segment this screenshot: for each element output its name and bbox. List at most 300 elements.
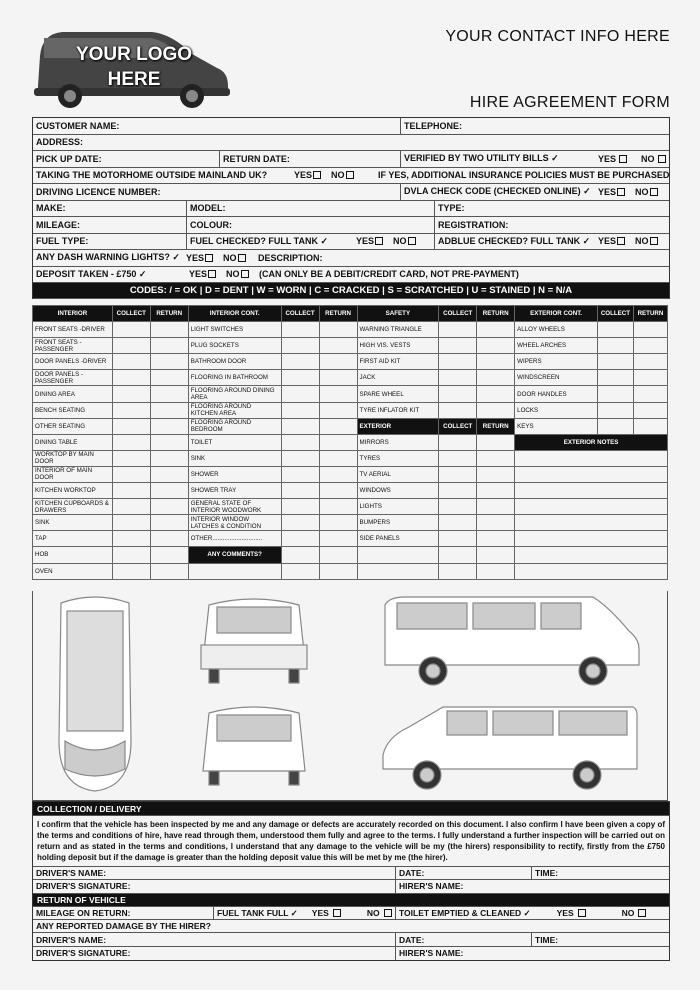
column-header: SAFETY <box>357 306 439 322</box>
confirmation-text: I confirm that the vehicle has been inspected by me and any damage or defects are accurately recorded on this document. I also confirm I have been given a copy of the terms and conditions of hire, have read through them, understood them fully and agree to the terms. I fully understand a further inspection will be carried out on return and as stated in the terms and conditions, I understand that any damage to the vehicle will be my (the hirers) responsibility to rectify, firstly from the £750 holding deposit but if the damage is greater than the holding deposit value this will be met by me (the hirer). <box>33 816 669 867</box>
fuel-tank-group <box>213 907 395 919</box>
vehicle-damage-diagram[interactable] <box>32 591 668 801</box>
yes-checkbox[interactable] <box>333 909 341 917</box>
form-row <box>33 933 669 946</box>
no-label: NO <box>635 186 649 197</box>
empty-cell <box>439 563 477 579</box>
description-field[interactable]: DESCRIPTION: <box>258 252 323 263</box>
collect-cell[interactable] <box>439 370 477 386</box>
hirers-name-field[interactable]: HIRER'S NAME: <box>395 947 669 960</box>
column-header: INTERIOR CONT. <box>188 306 281 322</box>
form-row <box>33 234 669 251</box>
exterior-notes-area[interactable] <box>515 499 668 515</box>
interior-item-label: BENCH SEATING <box>33 402 113 418</box>
empty-cell <box>477 563 515 579</box>
collect-cell[interactable] <box>597 386 633 402</box>
return-cell[interactable] <box>477 386 515 402</box>
empty-cell <box>357 547 439 563</box>
return-cell[interactable] <box>633 418 667 434</box>
interior-cont-item-label: OTHER............................. <box>188 531 281 547</box>
no-checkbox[interactable] <box>658 155 666 163</box>
logo-line-2: HERE <box>107 69 161 90</box>
date-field[interactable]: DATE: <box>395 867 531 879</box>
return-cell[interactable] <box>477 338 515 354</box>
safety-item-label: SIDE PANELS <box>357 531 439 547</box>
collect-cell[interactable] <box>112 450 150 466</box>
collect-cell[interactable] <box>597 418 633 434</box>
checklist-row <box>33 338 668 354</box>
collect-cell[interactable] <box>439 386 477 402</box>
return-cell[interactable] <box>319 466 357 482</box>
return-cell[interactable] <box>319 386 357 402</box>
return-cell[interactable] <box>150 499 188 515</box>
fuel-tank-full-label: FUEL TANK FULL ✓ <box>217 907 298 918</box>
return-cell[interactable] <box>150 338 188 354</box>
interior-cont-item-label: TOILET <box>188 434 281 450</box>
interior-cont-item-label: INTERIOR WINDOW LATCHES & CONDITION <box>188 515 281 531</box>
no-label: NO <box>226 269 240 280</box>
return-cell[interactable] <box>477 370 515 386</box>
yes-checkbox[interactable] <box>578 909 586 917</box>
safety-item-label: FIRST AID KIT <box>357 354 439 370</box>
collect-cell[interactable] <box>112 547 150 563</box>
safety-item-label: TV AERIAL <box>357 466 439 482</box>
column-header: INTERIOR <box>33 306 113 322</box>
no-label: NO <box>641 153 655 164</box>
return-cell[interactable] <box>319 402 357 418</box>
return-cell[interactable] <box>477 499 515 515</box>
collect-cell[interactable] <box>439 354 477 370</box>
interior-item-label: DINING TABLE <box>33 434 113 450</box>
registration-field[interactable]: REGISTRATION: <box>434 217 669 233</box>
collect-cell[interactable] <box>281 402 319 418</box>
form-row <box>33 267 669 284</box>
reported-damage-field[interactable]: ANY REPORTED DAMAGE BY THE HIRER? <box>36 921 211 932</box>
empty-cell <box>477 547 515 563</box>
return-cell[interactable] <box>319 547 357 563</box>
checklist-row <box>33 563 668 579</box>
exterior-cont-item-label: LOCKS <box>515 402 598 418</box>
interior-cont-item-label: FLOORING AROUND KITCHEN AREA <box>188 402 281 418</box>
collect-cell[interactable] <box>439 434 477 450</box>
return-cell[interactable] <box>633 322 667 338</box>
no-checkbox[interactable] <box>638 909 646 917</box>
exterior-notes-area[interactable] <box>515 547 668 563</box>
safety-item-label: WARNING TRIANGLE <box>357 322 439 338</box>
return-cell[interactable] <box>477 450 515 466</box>
return-cell[interactable] <box>319 515 357 531</box>
collect-cell[interactable] <box>112 483 150 499</box>
interior-cont-item-label: SHOWER <box>188 466 281 482</box>
collect-cell[interactable] <box>281 386 319 402</box>
return-date-field[interactable]: RETURN DATE: <box>219 151 400 167</box>
yes-no-group <box>291 168 376 184</box>
exterior-cont-item-label: DOOR HANDLES <box>515 386 598 402</box>
logo-line-1: YOUR LOGO <box>75 44 193 65</box>
column-header: RETURN <box>633 306 667 322</box>
van-outline-diagram <box>33 591 667 799</box>
yes-checkbox[interactable] <box>375 237 383 245</box>
no-label: NO <box>621 908 635 919</box>
no-label: NO <box>223 252 237 263</box>
exterior-cont-item-label: WHEEL ARCHES <box>515 338 598 354</box>
interior-item-label: TAP <box>33 531 113 547</box>
collect-cell[interactable] <box>597 354 633 370</box>
collect-cell[interactable] <box>281 499 319 515</box>
collect-cell[interactable] <box>112 370 150 386</box>
deposit-note: (CAN ONLY BE A DEBIT/CREDIT CARD, NOT PRE-PAYMENT) <box>259 269 519 280</box>
checklist-row <box>33 547 668 563</box>
exterior-cont-item-label: ALLOY WHEELS <box>515 322 598 338</box>
taking-outside-label: TAKING THE MOTORHOME OUTSIDE MAINLAND UK? <box>36 170 268 181</box>
collect-cell[interactable] <box>112 434 150 450</box>
return-cell[interactable] <box>319 322 357 338</box>
toilet-group <box>395 907 669 919</box>
no-label: NO <box>366 908 380 919</box>
yes-label: YES <box>598 186 617 197</box>
column-header: RETURN <box>150 306 188 322</box>
return-cell[interactable] <box>319 418 357 434</box>
collect-cell[interactable] <box>281 483 319 499</box>
return-cell[interactable] <box>150 418 188 434</box>
checklist-row <box>33 483 668 499</box>
collect-cell[interactable] <box>281 434 319 450</box>
time-field[interactable]: TIME: <box>531 867 669 879</box>
form-row <box>33 135 669 152</box>
exterior-header: EXTERIOR <box>357 418 439 434</box>
contact-info: YOUR CONTACT INFO HERE <box>445 28 670 45</box>
collect-cell[interactable] <box>112 338 150 354</box>
interior-item-label: HOB <box>33 547 113 563</box>
mileage-field[interactable]: MILEAGE: <box>36 219 80 230</box>
safety-item-label: WINDOWS <box>357 483 439 499</box>
interior-item-label: INTERIOR OF MAIN DOOR <box>33 466 113 482</box>
dvla-label: DVLA CHECK CODE (CHECKED ONLINE) ✓ <box>400 184 595 200</box>
return-cell[interactable] <box>477 434 515 450</box>
return-cell[interactable] <box>150 354 188 370</box>
yes-no-group <box>595 151 669 167</box>
interior-cont-item-label: BATHROOM DOOR <box>188 354 281 370</box>
return-cell[interactable] <box>633 386 667 402</box>
yes-label: YES <box>556 908 574 919</box>
checklist-row <box>33 515 668 531</box>
telephone-field[interactable]: TELEPHONE: <box>400 118 669 134</box>
collect-cell[interactable] <box>439 483 477 499</box>
collect-cell[interactable] <box>281 563 319 579</box>
form-title: HIRE AGREEMENT FORM <box>469 94 670 111</box>
collect-cell[interactable] <box>281 418 319 434</box>
collect-cell[interactable] <box>112 354 150 370</box>
collection-title: COLLECTION / DELIVERY <box>33 802 669 816</box>
collect-cell[interactable] <box>439 322 477 338</box>
checklist-row <box>33 386 668 402</box>
exterior-cont-item-label: WIPERS <box>515 354 598 370</box>
licence-field[interactable]: DRIVING LICENCE NUMBER: <box>36 186 161 197</box>
codes-legend: CODES: / = OK | D = DENT | W = WORN | C = CRACKED | S = SCRATCHED | U = STAINED | N = N/A <box>33 283 669 299</box>
return-cell[interactable] <box>633 402 667 418</box>
form-row <box>33 168 669 185</box>
pick-up-date-field[interactable]: PICK UP DATE: <box>36 153 102 164</box>
interior-cont-item-label <box>188 563 281 579</box>
safety-item-label: MIRRORS <box>357 434 439 450</box>
collect-cell[interactable] <box>281 354 319 370</box>
customer-name-field[interactable]: CUSTOMER NAME: <box>36 120 120 131</box>
no-checkbox[interactable] <box>650 188 658 196</box>
return-cell[interactable] <box>319 338 357 354</box>
date-field[interactable]: DATE: <box>395 933 531 945</box>
collect-cell[interactable] <box>439 466 477 482</box>
collect-cell[interactable] <box>439 531 477 547</box>
interior-item-label: SINK <box>33 515 113 531</box>
form-row <box>33 217 669 234</box>
checklist-row <box>33 450 668 466</box>
column-header: EXTERIOR CONT. <box>515 306 598 322</box>
inspection-checklist <box>32 305 668 580</box>
no-checkbox[interactable] <box>650 237 658 245</box>
yes-no-group <box>595 184 669 200</box>
exterior-notes-header: EXTERIOR NOTES <box>515 434 668 450</box>
checklist-header-row <box>33 306 668 322</box>
interior-item-label: FRONT SEATS - PASSENGER <box>33 338 113 354</box>
yes-label: YES <box>186 252 205 263</box>
exterior-notes-area[interactable] <box>515 483 668 499</box>
return-cell[interactable] <box>150 563 188 579</box>
interior-item-label: FRONT SEATS -DRIVER <box>33 322 113 338</box>
form-row <box>33 184 669 201</box>
interior-cont-item-label: FLOORING AROUND BEDROOM <box>188 418 281 434</box>
deposit-label: DEPOSIT TAKEN - £750 ✓ <box>36 268 147 279</box>
drivers-name-field[interactable]: DRIVER'S NAME: <box>36 868 107 879</box>
form-row <box>33 947 669 960</box>
collect-cell[interactable] <box>281 547 319 563</box>
checklist-row <box>33 418 668 434</box>
exterior-notes-area[interactable] <box>515 515 668 531</box>
no-label: NO <box>635 236 649 247</box>
safety-item-label: JACK <box>357 370 439 386</box>
return-cell[interactable] <box>150 386 188 402</box>
empty-cell <box>357 563 439 579</box>
form-row <box>33 250 669 267</box>
interior-cont-item-label: SHOWER TRAY <box>188 483 281 499</box>
fuel-checked-label: FUEL CHECKED? FULL TANK ✓ <box>186 234 353 250</box>
collect-cell[interactable] <box>597 370 633 386</box>
column-header: COLLECT <box>597 306 633 322</box>
no-label: NO <box>331 170 345 181</box>
collect-cell[interactable] <box>281 338 319 354</box>
no-checkbox[interactable] <box>238 254 246 262</box>
return-cell[interactable] <box>633 338 667 354</box>
toilet-emptied-label: TOILET EMPTIED & CLEANED ✓ <box>399 907 531 918</box>
drivers-signature-field[interactable]: DRIVER'S SIGNATURE: <box>36 881 131 892</box>
interior-cont-item-label: LIGHT SWITCHES <box>188 322 281 338</box>
insurance-note: IF YES, ADDITIONAL INSURANCE POLICIES MUST BE PURCHASED <box>378 170 669 181</box>
exterior-notes-area[interactable] <box>515 450 668 466</box>
return-cell[interactable] <box>319 370 357 386</box>
yes-label: YES <box>356 236 375 247</box>
interior-cont-item-label: SINK <box>188 450 281 466</box>
return-cell[interactable] <box>150 466 188 482</box>
collect-cell[interactable] <box>439 402 477 418</box>
type-field[interactable]: TYPE: <box>434 201 669 217</box>
return-cell[interactable] <box>477 354 515 370</box>
time-field[interactable]: TIME: <box>531 933 669 945</box>
exterior-notes-area[interactable] <box>515 531 668 547</box>
return-cell[interactable] <box>150 370 188 386</box>
column-header: RETURN <box>477 306 515 322</box>
make-field[interactable]: MAKE: <box>36 203 66 214</box>
interior-cont-item-label: PLUG SOCKETS <box>188 338 281 354</box>
mileage-on-return-field[interactable]: MILEAGE ON RETURN: <box>36 908 131 919</box>
return-cell[interactable] <box>633 354 667 370</box>
return-cell[interactable] <box>319 450 357 466</box>
form-row <box>33 151 669 168</box>
safety-item-label: HIGH VIS. VESTS <box>357 338 439 354</box>
yes-checkbox[interactable] <box>205 254 213 262</box>
safety-item-label: LIGHTS <box>357 499 439 515</box>
collect-cell[interactable] <box>439 515 477 531</box>
collect-cell[interactable] <box>597 322 633 338</box>
exterior-cont-item-label: KEYS <box>515 418 598 434</box>
safety-item-label: BUMPERS <box>357 515 439 531</box>
checklist-row <box>33 466 668 482</box>
collect-cell[interactable] <box>112 466 150 482</box>
checklist-row <box>33 531 668 547</box>
interior-item-label: WORKTOP BY MAIN DOOR <box>33 450 113 466</box>
safety-item-label: TYRE INFLATOR KIT <box>357 402 439 418</box>
collect-cell[interactable] <box>112 418 150 434</box>
safety-item-label: SPARE WHEEL <box>357 386 439 402</box>
interior-item-label: DOOR PANELS -DRIVER <box>33 354 113 370</box>
checklist-row <box>33 402 668 418</box>
return-cell[interactable] <box>150 547 188 563</box>
yes-label: YES <box>311 908 329 919</box>
yes-checkbox[interactable] <box>617 237 625 245</box>
drivers-name-field[interactable]: DRIVER'S NAME: <box>36 934 107 945</box>
checklist-row <box>33 322 668 338</box>
return-cell[interactable] <box>477 531 515 547</box>
exterior-notes-area[interactable] <box>515 466 668 482</box>
address-field[interactable]: ADDRESS: <box>36 137 84 148</box>
collect-cell[interactable] <box>112 402 150 418</box>
yes-no-group <box>353 234 434 250</box>
return-cell[interactable] <box>319 483 357 499</box>
form-row <box>33 867 669 880</box>
no-checkbox[interactable] <box>384 909 392 917</box>
return-cell[interactable] <box>150 434 188 450</box>
collect-cell[interactable] <box>112 531 150 547</box>
interior-cont-item-label: FLOORING IN BATHROOM <box>188 370 281 386</box>
return-cell[interactable] <box>150 322 188 338</box>
interior-cont-item-label: GENERAL STATE OF INTERIOR WOODWORK <box>188 499 281 515</box>
return-cell[interactable] <box>150 515 188 531</box>
colour-field[interactable]: COLOUR: <box>186 217 434 233</box>
collect-cell[interactable] <box>439 338 477 354</box>
yes-checkbox[interactable] <box>619 155 627 163</box>
no-checkbox[interactable] <box>346 171 354 179</box>
hirers-name-field[interactable]: HIRER'S NAME: <box>395 880 669 892</box>
collect-cell[interactable] <box>112 499 150 515</box>
exterior-notes-area[interactable] <box>515 563 668 579</box>
verified-label: VERIFIED BY TWO UTILITY BILLS ✓ <box>400 151 595 167</box>
return-cell[interactable] <box>633 370 667 386</box>
collect-cell[interactable] <box>281 370 319 386</box>
form-row <box>33 920 669 933</box>
yes-no-group <box>183 250 255 266</box>
form-row <box>33 907 669 920</box>
yes-label: YES <box>598 153 617 164</box>
form-row <box>33 201 669 218</box>
return-cell[interactable] <box>150 531 188 547</box>
yes-no-group <box>595 234 669 250</box>
return-cell[interactable] <box>150 450 188 466</box>
safety-item-label: TYRES <box>357 450 439 466</box>
interior-item-label: KITCHEN CUPBOARDS & DRAWERS <box>33 499 113 515</box>
yes-checkbox[interactable] <box>208 270 216 278</box>
yes-checkbox[interactable] <box>313 171 321 179</box>
interior-item-label: OTHER SEATING <box>33 418 113 434</box>
return-cell[interactable] <box>319 354 357 370</box>
collect-cell[interactable] <box>112 515 150 531</box>
interior-item-label: OVEN <box>33 563 113 579</box>
form-row <box>33 880 669 893</box>
fuel-type-field[interactable]: FUEL TYPE: <box>36 236 89 247</box>
collect-cell[interactable] <box>439 499 477 515</box>
yes-no-group <box>186 267 256 283</box>
collect-cell[interactable] <box>112 563 150 579</box>
no-label: NO <box>393 236 407 247</box>
yes-label: YES <box>598 236 617 247</box>
return-cell[interactable] <box>319 563 357 579</box>
return-title: RETURN OF VEHICLE <box>33 894 669 907</box>
return-cell[interactable] <box>477 515 515 531</box>
interior-item-label: KITCHEN WORKTOP <box>33 483 113 499</box>
column-header: COLLECT <box>112 306 150 322</box>
return-cell[interactable] <box>477 402 515 418</box>
yes-label: YES <box>189 269 208 280</box>
model-field[interactable]: MODEL: <box>186 201 434 217</box>
return-cell[interactable] <box>477 466 515 482</box>
collect-cell[interactable] <box>281 515 319 531</box>
return-cell[interactable] <box>319 499 357 515</box>
collect-cell[interactable] <box>597 402 633 418</box>
yes-label: YES <box>294 170 313 181</box>
interior-item-label: DINING AREA <box>33 386 113 402</box>
collect-cell[interactable] <box>112 322 150 338</box>
logo <box>32 28 232 110</box>
empty-cell <box>439 547 477 563</box>
collect-cell[interactable] <box>281 531 319 547</box>
no-checkbox[interactable] <box>241 270 249 278</box>
checklist-row <box>33 354 668 370</box>
collect-cell[interactable] <box>112 386 150 402</box>
collect-cell[interactable] <box>281 322 319 338</box>
return-cell[interactable] <box>319 531 357 547</box>
collect-cell[interactable] <box>597 338 633 354</box>
dash-warning-label: ANY DASH WARNING LIGHTS? ✓ <box>36 252 180 263</box>
yes-checkbox[interactable] <box>617 188 625 196</box>
collect-cell[interactable] <box>281 466 319 482</box>
return-cell[interactable] <box>150 483 188 499</box>
return-cell[interactable] <box>150 402 188 418</box>
collect-cell[interactable] <box>281 450 319 466</box>
drivers-signature-field[interactable]: DRIVER'S SIGNATURE: <box>36 948 131 959</box>
no-checkbox[interactable] <box>408 237 416 245</box>
column-header: RETURN <box>319 306 357 322</box>
return-cell[interactable] <box>477 322 515 338</box>
return-cell[interactable] <box>319 434 357 450</box>
collect-cell[interactable] <box>439 450 477 466</box>
return-cell[interactable] <box>477 483 515 499</box>
